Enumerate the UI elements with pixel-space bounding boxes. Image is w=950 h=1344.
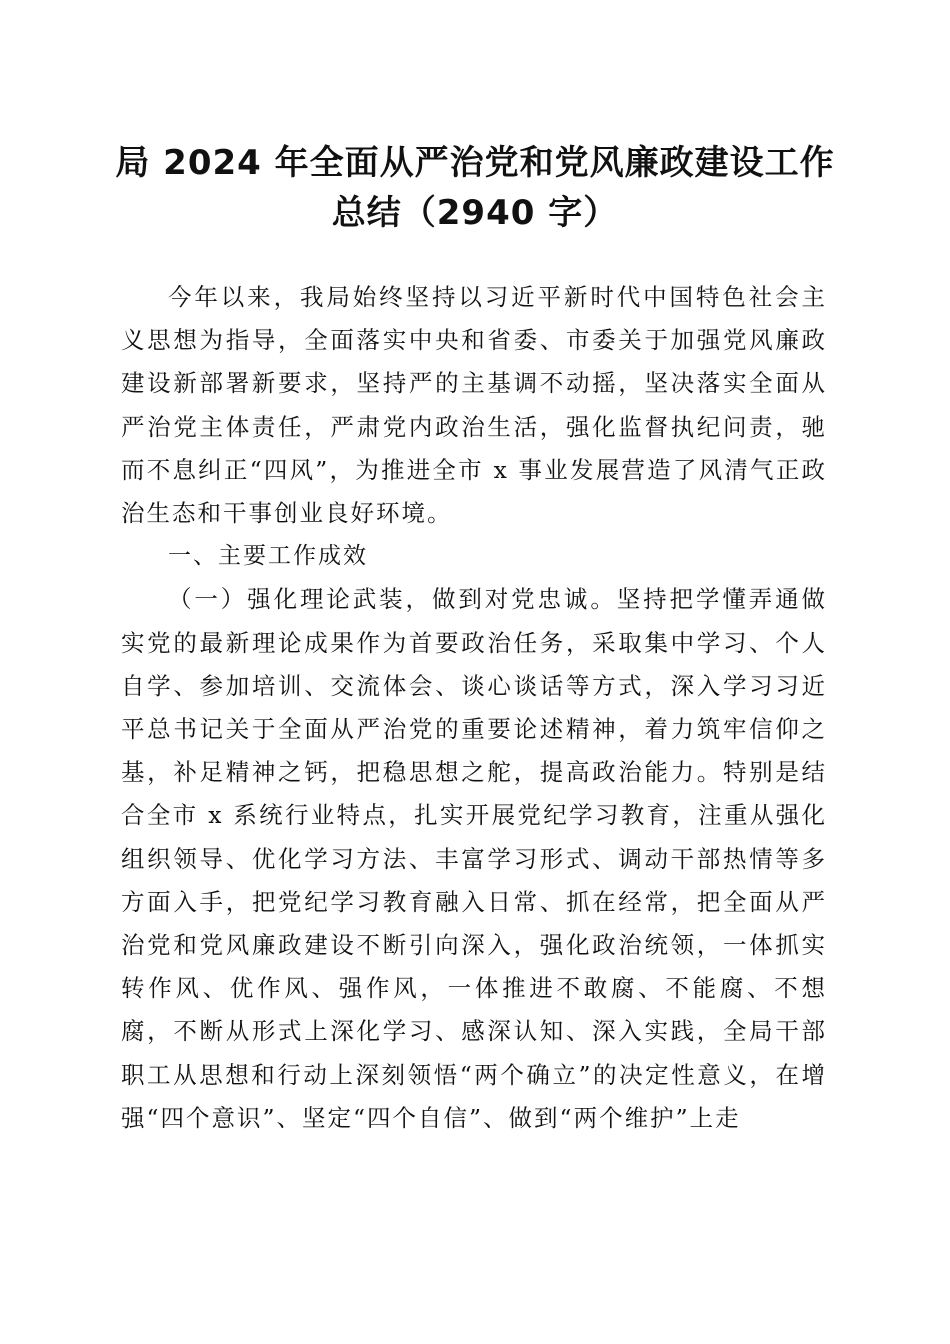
document-title xyxy=(0,138,950,238)
section-heading: 一、主要工作成效 xyxy=(168,543,368,570)
title-line-2: 总结（2940 字） xyxy=(331,193,619,233)
subsection-text: 坚持把学懂弄通做实党的最新理论成果作为首要政治任务，采取集中学习、个人自学、参加培训、交流体会、谈心谈话等方式，深入学习习近平总书记关于全面从严治党的重要论述精神，着力筑牢信仰之基，补足精神之钙，把稳思想之舵，提高政治能力。特别是结合全市 x 系统行业特点，扎实开展党纪学习教育，注重从强化组织领导、优化学习方法、丰富学习形式、调动干部热情等多方面入手，把党纪学习教育融入日常、抓在经常，把全面从严治党和党风廉政建设不断引向深入，强化政治统领，一体抓实转作风、优作风、强作风，一体推进不敢腐、不能腐、不想腐，不断从形式上深化学习、感深认知、深入实践，全局干部职工从思想和行动上深刻领悟“两个确立”的决定性意义，在增强“四个意识”、坚定“四个自信”、做到“两个维护”上走 xyxy=(121,585,828,1132)
title-line-1: 局 2024 年全面从严治党和党风廉政建设工作 xyxy=(115,143,835,183)
intro-paragraph: 今年以来，我局始终坚持以习近平新时代中国特色社会主义思想为指导，全面落实中央和省委、市委关于加强党风廉政建设新部署新要求，坚持严的主基调不动摇，坚决落实全面从严治党主体责任，严肃党内政治生活，强化监督执纪问责，驰而不息纠正“四风”，为推进全市 x 事业发展营造了风清气正政治生态和干事创业良好环境。 xyxy=(121,283,827,528)
subsection-paragraph xyxy=(121,578,827,1140)
document-body xyxy=(121,276,827,1140)
subsection-heading: （一）强化理论武装，做到对党忠诚。 xyxy=(168,585,617,614)
